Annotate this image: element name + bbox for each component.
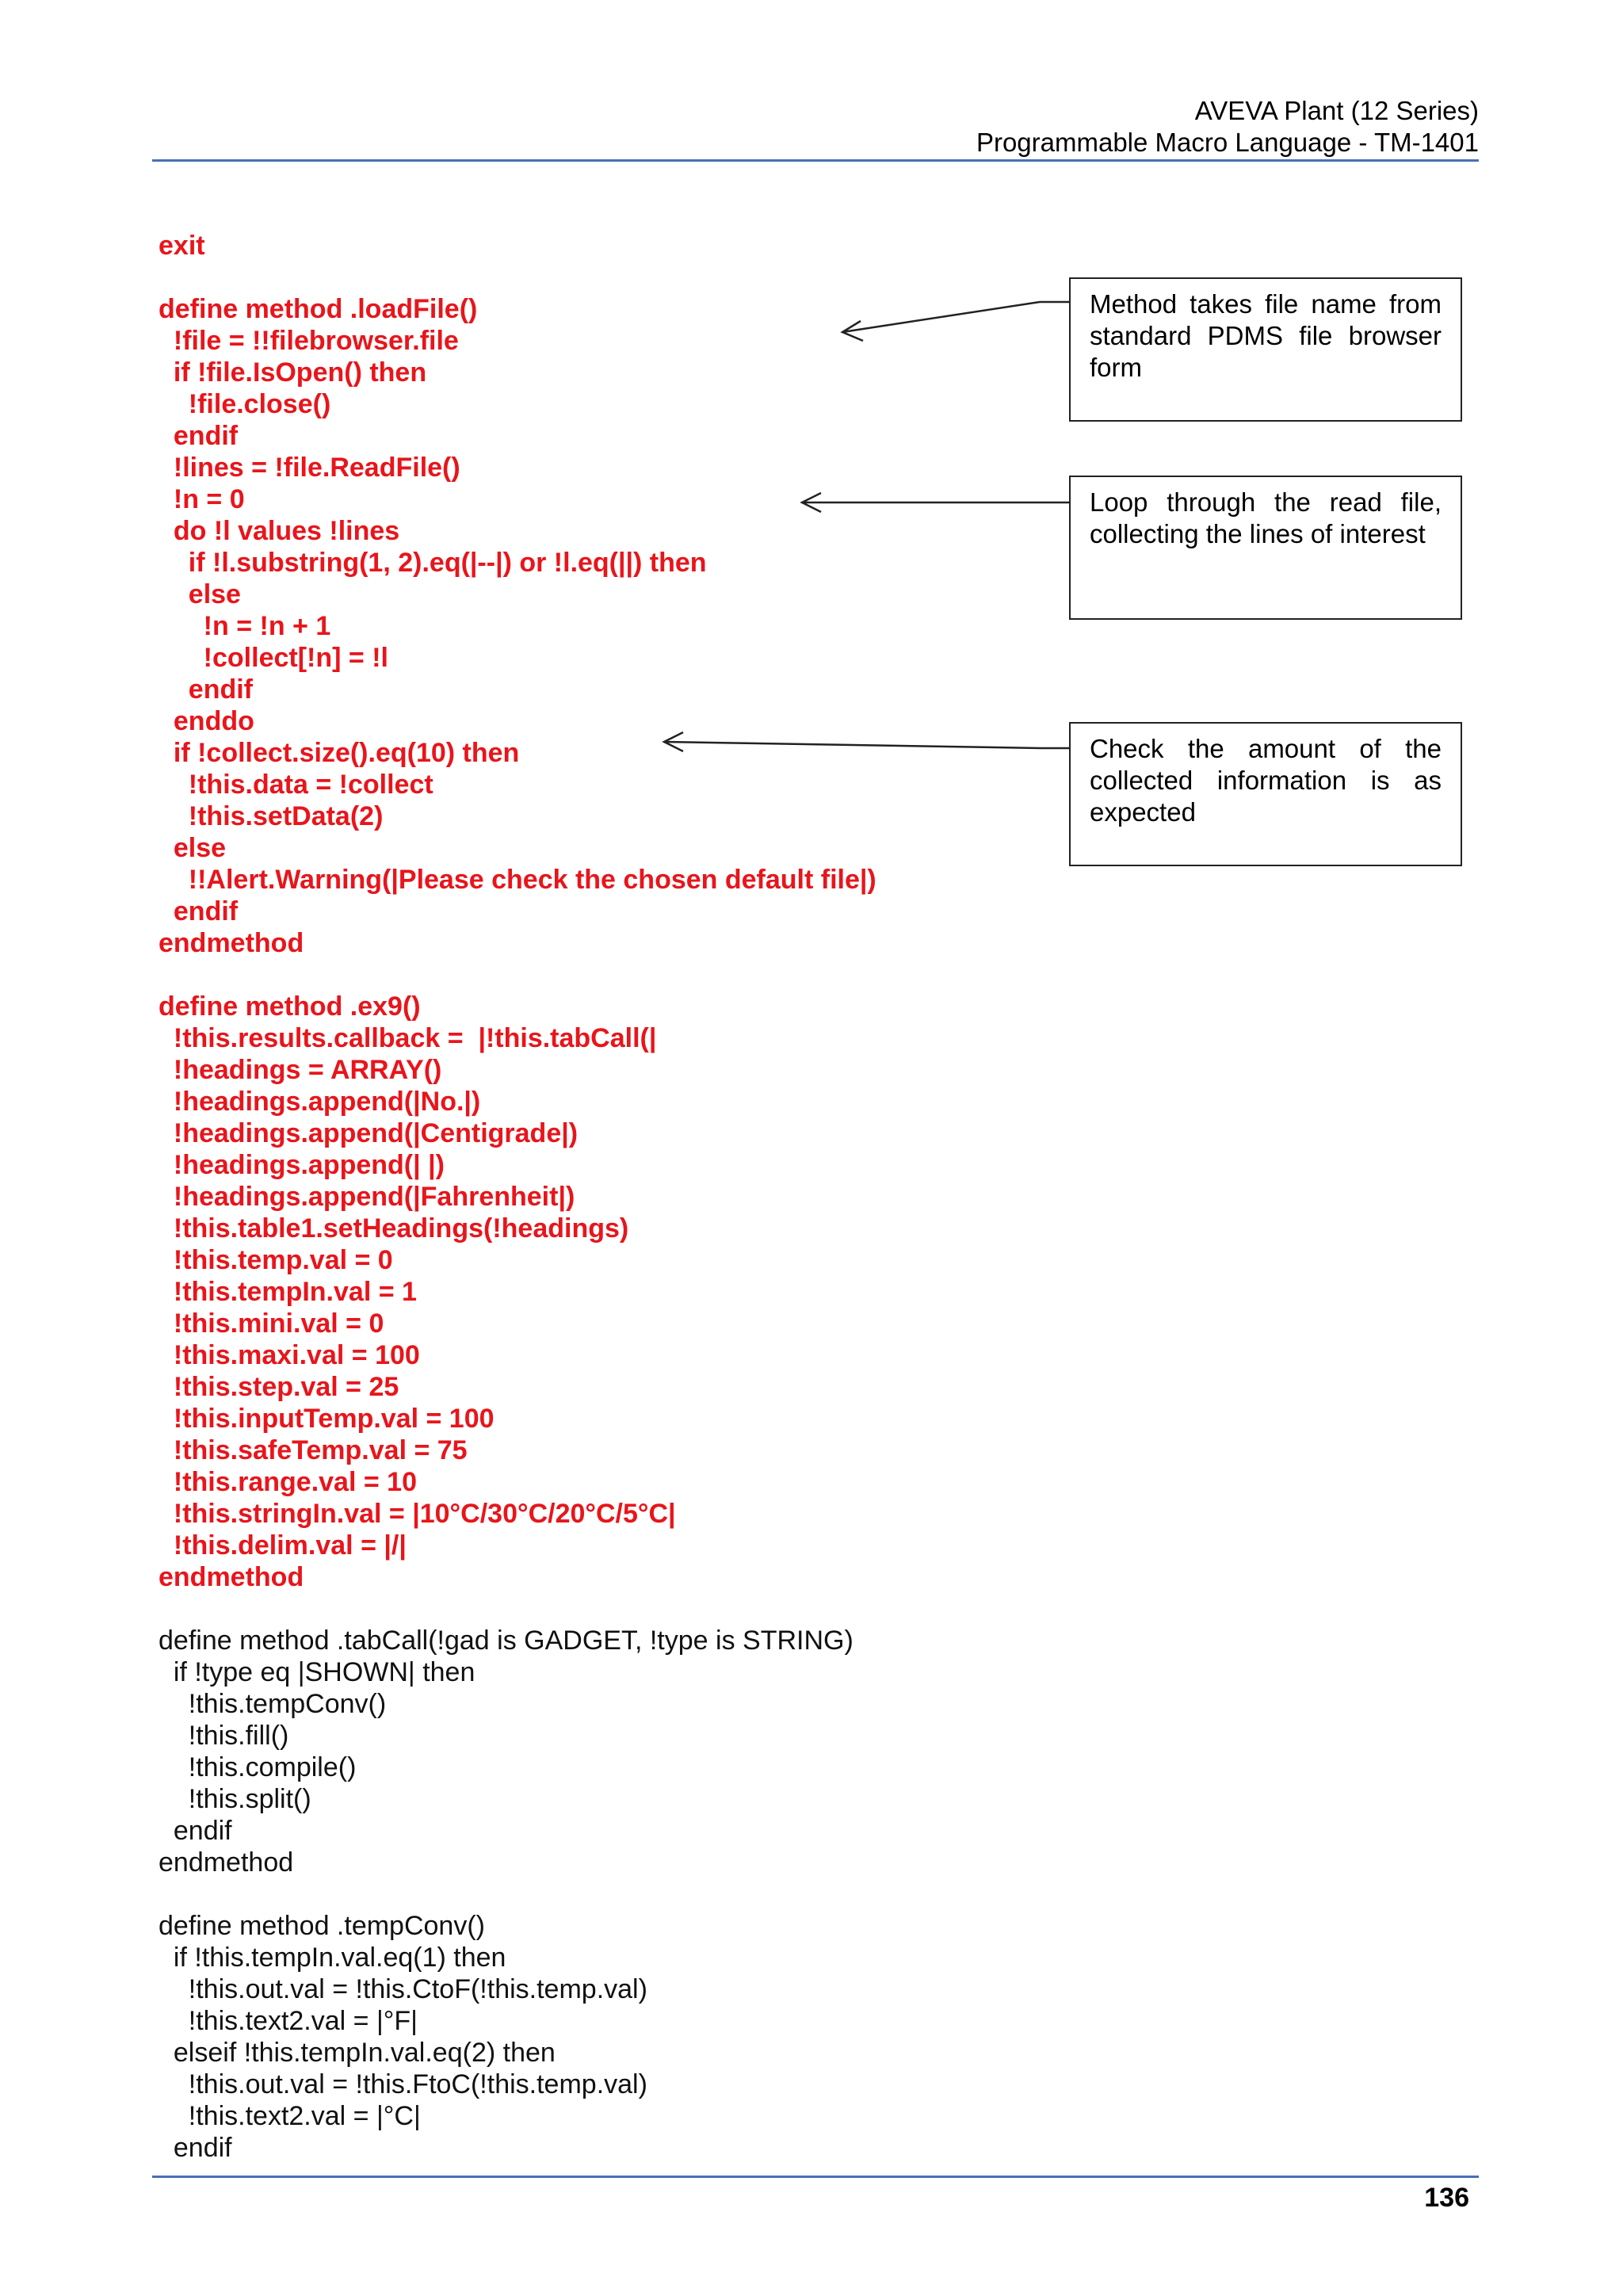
code-line: endmethod <box>158 928 304 958</box>
code-line: elseif !this.tempIn.val.eq(2) then <box>158 2038 556 2068</box>
callout-text: Method takes file name from standard PDMS file browser form <box>1090 289 1442 382</box>
code-line: !n = !n + 1 <box>158 611 331 641</box>
code-line: !n = 0 <box>158 484 245 514</box>
code-line: !headings.append(|Centigrade|) <box>158 1118 579 1148</box>
code-line: !lines = !file.ReadFile() <box>158 453 460 483</box>
header-course: Programmable Macro Language - TM-1401 <box>976 128 1479 157</box>
code-line: !this.out.val = !this.FtoC(!this.temp.val) <box>158 2069 647 2099</box>
code-line: !file.close() <box>158 389 331 419</box>
code-line: !this.split() <box>158 1784 311 1814</box>
code-line: !this.delim.val = |/| <box>158 1530 407 1561</box>
code-line: do !l values !lines <box>158 516 400 546</box>
code-line: endif <box>158 421 239 451</box>
code-line: define method .tabCall(!gad is GADGET, !type is STRING) <box>158 1626 854 1656</box>
code-line: define method .ex9() <box>158 991 421 1022</box>
code-line: !file = !!filebrowser.file <box>158 326 459 356</box>
code-line: if !l.substring(1, 2).eq(|--|) or !l.eq(||) then <box>158 548 707 578</box>
code-line: !this.table1.setHeadings(!headings) <box>158 1213 629 1244</box>
code-line: else <box>158 833 227 863</box>
callout-text: Check the amount of the collected information is as expected <box>1090 734 1442 827</box>
code-line: !this.text2.val = |°C| <box>158 2101 421 2131</box>
code-line: !this.compile() <box>158 1752 357 1782</box>
code-line: !this.maxi.val = 100 <box>158 1340 420 1370</box>
code-line: endmethod <box>158 1847 294 1878</box>
code-line: !this.safeTemp.val = 75 <box>158 1435 468 1465</box>
code-line: !this.tempConv() <box>158 1689 387 1719</box>
code-line: !headings = ARRAY() <box>158 1055 442 1085</box>
code-line: !this.out.val = !this.CtoF(!this.temp.val) <box>158 1974 647 2004</box>
code-line: !this.text2.val = |°F| <box>158 2006 418 2036</box>
code-line: if !file.IsOpen() then <box>158 357 427 388</box>
code-line: !this.inputTemp.val = 100 <box>158 1404 495 1434</box>
code-line: endif <box>158 896 239 926</box>
code-line: !this.step.val = 25 <box>158 1372 399 1402</box>
footer-rule <box>152 2176 1479 2178</box>
code-line: !headings.append(|No.|) <box>158 1087 481 1117</box>
code-line: !this.stringIn.val = |10°C/30°C/20°C/5°C| <box>158 1499 676 1529</box>
code-line: !this.fill() <box>158 1721 289 1751</box>
code-line: else <box>158 579 241 609</box>
code-line: if !this.tempIn.val.eq(1) then <box>158 1943 506 1973</box>
code-line: !this.results.callback = |!this.tabCall(| <box>158 1023 657 1053</box>
code-line: endif <box>158 2133 232 2163</box>
code-line: !this.setData(2) <box>158 801 384 831</box>
code-line: !this.range.val = 10 <box>158 1467 417 1497</box>
code-line: enddo <box>158 706 254 736</box>
code-line: !this.data = !collect <box>158 770 433 800</box>
code-line: define method .loadFile() <box>158 294 478 324</box>
code-line: !collect[!n] = !l <box>158 643 388 673</box>
arrow-check-size <box>664 732 1069 751</box>
page-number: 136 <box>1424 2183 1469 2213</box>
arrow-load-file <box>842 302 1069 341</box>
code-line: !this.tempIn.val = 1 <box>158 1277 417 1307</box>
header-product: AVEVA Plant (12 Series) <box>1194 96 1479 125</box>
arrow-loop <box>802 493 1069 512</box>
code-line: endif <box>158 674 253 705</box>
code-line: if !type eq |SHOWN| then <box>158 1657 475 1687</box>
code-line: endif <box>158 1816 232 1846</box>
code-line: !headings.append(|Fahrenheit|) <box>158 1182 575 1212</box>
callout-text: Loop through the read file, collecting the lines of interest <box>1090 487 1442 548</box>
code-line: !!Alert.Warning(|Please check the chosen default file|) <box>158 865 876 895</box>
code-line: if !collect.size().eq(10) then <box>158 738 520 768</box>
code-line: !this.mini.val = 0 <box>158 1308 384 1339</box>
code-line: endmethod <box>158 1562 304 1592</box>
code-line: !headings.append(| |) <box>158 1150 445 1180</box>
code-line: exit <box>158 231 205 261</box>
code-line: define method .tempConv() <box>158 1911 485 1941</box>
code-line: !this.temp.val = 0 <box>158 1245 393 1275</box>
